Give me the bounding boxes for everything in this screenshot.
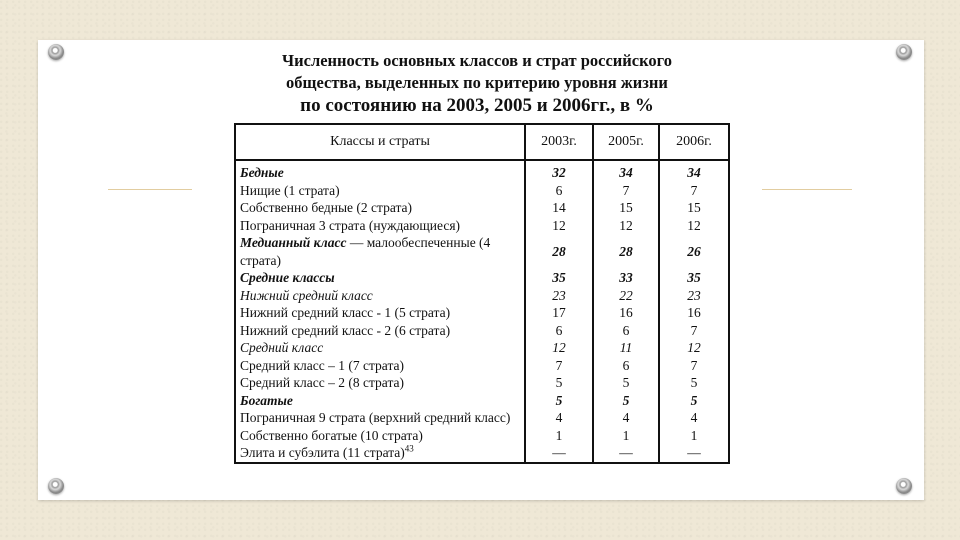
value-2003: — [525,444,593,463]
row-label: Средний класс – 2 (8 страта) [235,374,525,392]
row-label: Медианный класс — малообеспеченные (4 страта) [235,234,525,269]
table-row [235,444,729,463]
value-2003: 5 [525,392,593,410]
row-label: Элита и субэлита (11 страта)$^{43}$ [235,444,525,463]
value-2003: 35 [525,269,593,287]
value-2006: 16 [659,304,729,322]
value-2005: 16 [593,304,659,322]
value-2006: 7 [659,322,729,340]
value-2005: 7 [593,182,659,200]
title-line-3: по состоянию на 2003, 2005 и 2006гг., в % [300,95,654,116]
value-2003: 28 [525,234,593,269]
row-label: Средний класс [235,339,525,357]
document-title [192,50,762,118]
table-row [235,287,729,305]
title-line-2: общества, выделенных по критерию уровня жизни [286,73,668,92]
pin-icon [896,478,912,494]
value-2005: 34 [593,160,659,182]
value-2005: 22 [593,287,659,305]
value-2006: 35 [659,269,729,287]
row-label: Собственно богатые (10 страта) [235,427,525,445]
value-2006: 15 [659,199,729,217]
value-2005: — [593,444,659,463]
row-label: Средний класс – 1 (7 страта) [235,357,525,375]
table-row [235,392,729,410]
value-2005: 5 [593,392,659,410]
value-2005: 6 [593,357,659,375]
class-strata-table [234,123,730,464]
value-2005: 4 [593,409,659,427]
table-row [235,322,729,340]
value-2006: 5 [659,392,729,410]
pin-icon [896,44,912,60]
row-label: Бедные [235,160,525,182]
row-label: Пограничная 3 страта (нуждающиеся) [235,217,525,235]
value-2003: 6 [525,322,593,340]
value-2003: 14 [525,199,593,217]
title-line-1: Численность основных классов и страт российского [282,51,672,70]
value-2003: 6 [525,182,593,200]
row-label: Средние классы [235,269,525,287]
table-row [235,182,729,200]
value-2003: 12 [525,217,593,235]
value-2005: 28 [593,234,659,269]
pin-icon [48,478,64,494]
slide [38,40,924,500]
table-row [235,374,729,392]
table-row [235,217,729,235]
value-2003: 23 [525,287,593,305]
value-2005: 15 [593,199,659,217]
table-row [235,357,729,375]
value-2003: 5 [525,374,593,392]
table-row [235,409,729,427]
value-2006: 12 [659,339,729,357]
table-row [235,199,729,217]
value-2003: 7 [525,357,593,375]
value-2006: 4 [659,409,729,427]
value-2006: 1 [659,427,729,445]
row-label: Богатые [235,392,525,410]
value-2006: 5 [659,374,729,392]
row-label: Собственно бедные (2 страта) [235,199,525,217]
value-2003: 17 [525,304,593,322]
document-image [192,40,762,492]
value-2005: 11 [593,339,659,357]
value-2006: 26 [659,234,729,269]
header-2005: 2005г. [593,124,659,160]
row-label: Нижний средний класс [235,287,525,305]
value-2005: 12 [593,217,659,235]
value-2006: 7 [659,357,729,375]
value-2005: 33 [593,269,659,287]
row-label: Пограничная 9 страта (верхний средний класс) [235,409,525,427]
value-2006: 23 [659,287,729,305]
table-header-row [235,124,729,160]
value-2003: 1 [525,427,593,445]
row-label: Нищие (1 страта) [235,182,525,200]
pin-icon [48,44,64,60]
value-2006: 7 [659,182,729,200]
value-2003: 32 [525,160,593,182]
value-2006: 12 [659,217,729,235]
value-2006: 34 [659,160,729,182]
row-label: Нижний средний класс - 2 (6 страта) [235,322,525,340]
value-2005: 6 [593,322,659,340]
table-row [235,234,729,269]
footnote-marker: 43 [404,443,414,454]
value-2006: — [659,444,729,463]
value-2005: 1 [593,427,659,445]
table-row [235,339,729,357]
header-classes: Классы и страты [235,124,525,160]
row-label: Нижний средний класс - 1 (5 страта) [235,304,525,322]
header-2003: 2003г. [525,124,593,160]
table-row [235,160,729,182]
table-row [235,304,729,322]
value-2003: 12 [525,339,593,357]
value-2003: 4 [525,409,593,427]
table-row [235,269,729,287]
value-2005: 5 [593,374,659,392]
table-row [235,427,729,445]
header-2006: 2006г. [659,124,729,160]
